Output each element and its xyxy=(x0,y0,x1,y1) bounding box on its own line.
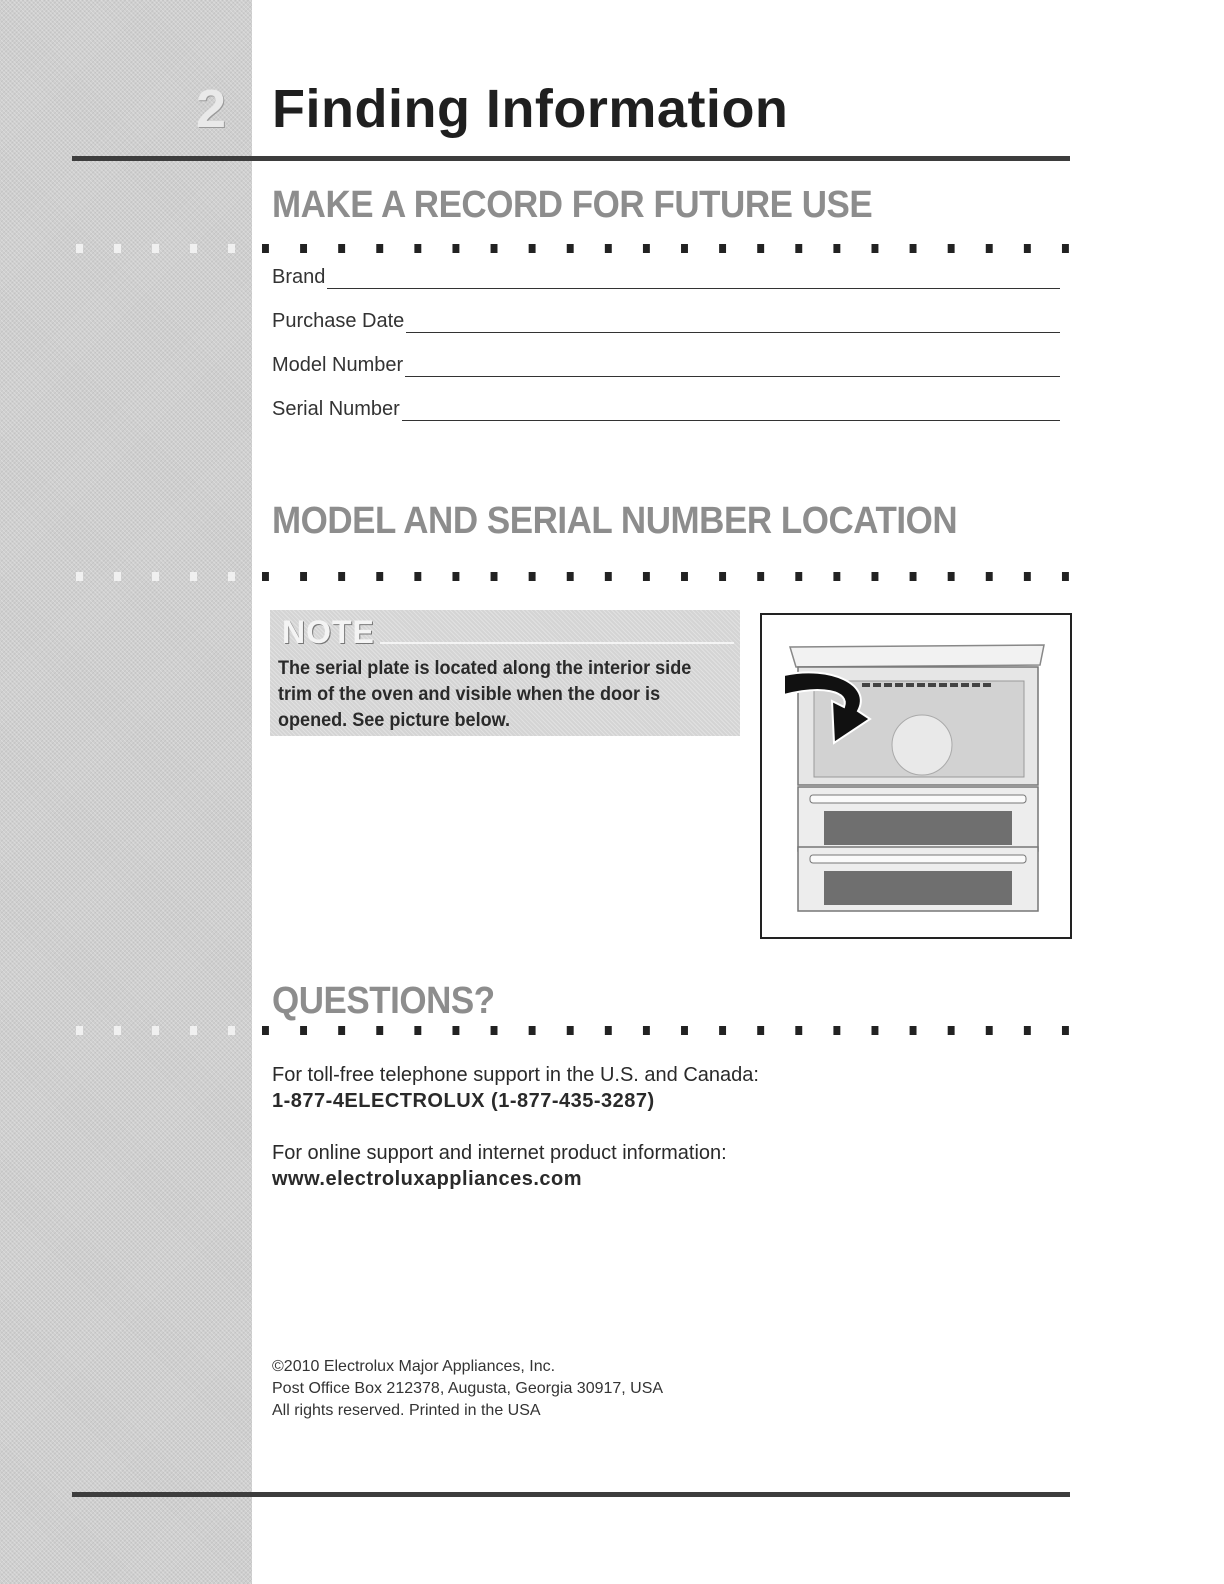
oven-illustration xyxy=(760,613,1072,939)
model-number-field[interactable] xyxy=(272,354,1060,377)
purchase-date-label: Purchase Date xyxy=(272,310,405,332)
divider-dots-light xyxy=(76,244,246,254)
bottom-rule xyxy=(72,1492,1070,1497)
note-text: The serial plate is located along the interior side trim of the oven and visible when the door is opened. See picture below. xyxy=(278,658,692,731)
phone-number[interactable]: 1-877-4ELECTROLUX (1-877-435-3287) xyxy=(272,1090,655,1112)
phone-intro: For toll-free telephone support in the U.S. and Canada: xyxy=(272,1064,759,1086)
note-rule xyxy=(380,642,734,644)
serial-number-label: Serial Number xyxy=(272,398,400,420)
sidebar-band xyxy=(0,0,252,1584)
page-title: Finding Information xyxy=(272,79,789,139)
website-link[interactable]: www.electroluxappliances.com xyxy=(272,1168,583,1190)
chapter-number: 2 xyxy=(196,79,227,139)
model-number-label: Model Number xyxy=(272,354,404,376)
copyright-line: ©2010 Electrolux Major Appliances, Inc. xyxy=(272,1358,556,1375)
brand-field[interactable] xyxy=(272,266,1060,289)
web-intro: For online support and internet product information: xyxy=(272,1142,727,1164)
top-rule xyxy=(72,156,1070,161)
address-line: Post Office Box 212378, Augusta, Georgia 30917, USA xyxy=(272,1380,664,1397)
location-heading: MODEL AND SERIAL NUMBER LOCATION xyxy=(272,500,958,542)
divider-dots-light xyxy=(76,1026,246,1036)
note-title: NOTE xyxy=(282,614,375,650)
divider-dots xyxy=(262,244,1072,254)
divider-dots-light xyxy=(76,572,246,582)
questions-heading: QUESTIONS? xyxy=(272,980,495,1022)
brand-label: Brand xyxy=(272,266,326,288)
note-box xyxy=(270,610,740,736)
oven-drawing xyxy=(762,615,1070,937)
record-heading: MAKE A RECORD FOR FUTURE USE xyxy=(272,184,873,226)
purchase-date-field[interactable] xyxy=(272,310,1060,333)
copyright-block xyxy=(272,1356,663,1422)
divider-dots xyxy=(262,1026,1072,1036)
rights-line: All rights reserved. Printed in the USA xyxy=(272,1402,541,1419)
serial-number-field[interactable] xyxy=(272,398,1060,421)
divider-dots xyxy=(262,572,1072,582)
